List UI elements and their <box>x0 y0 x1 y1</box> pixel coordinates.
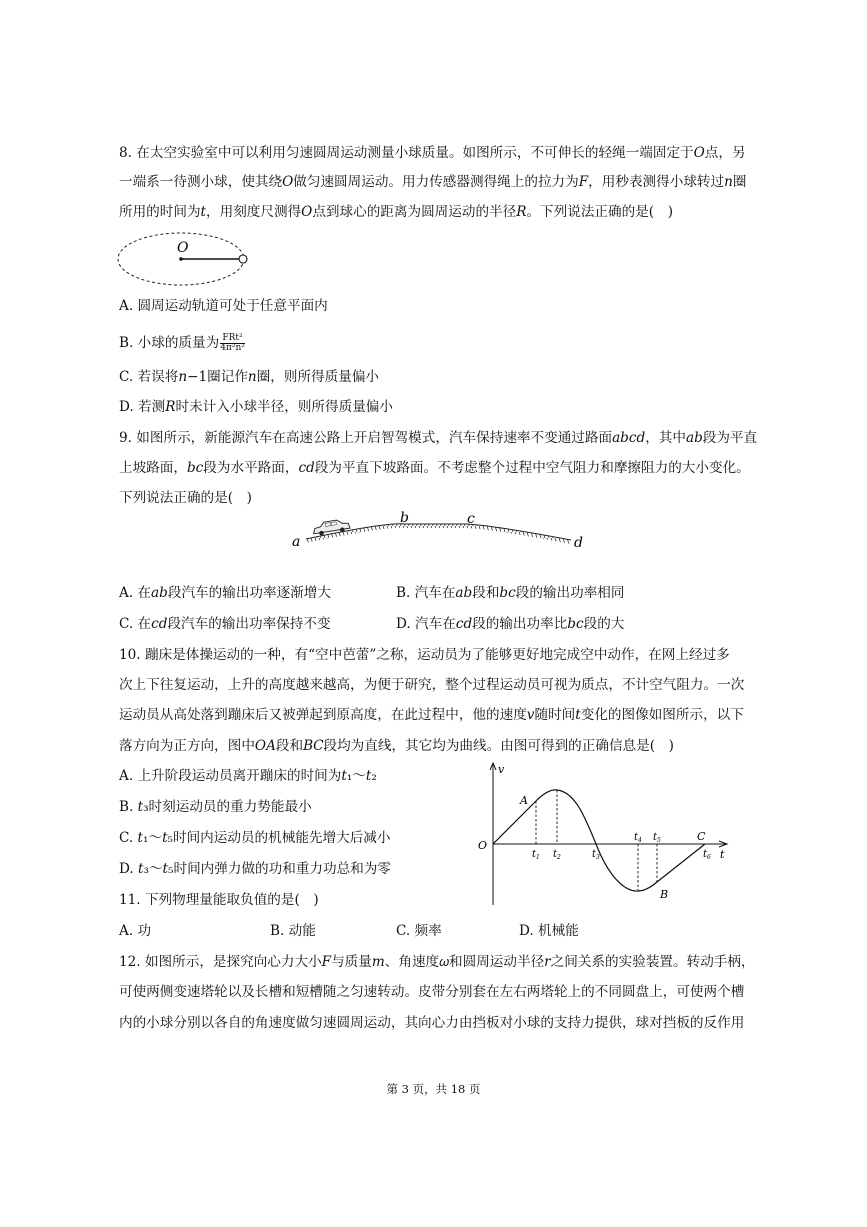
q8-circular-motion-figure <box>116 232 256 290</box>
fraction-numerator: FRt² <box>220 334 245 344</box>
q9-option-D: D. 汽车在𝑐𝑑段的输出功率比𝑏𝑐段的大 <box>396 616 625 632</box>
q10-line-1: 10. 蹦床是体操运动的一种，有“空中芭蕾”之称，运动员为了能够更好地完成空中动作，在网上经过多 <box>119 647 730 663</box>
q10-option-C: C. 𝑡₁～𝑡₅时间内运动员的机械能先增大后减小 <box>119 830 391 846</box>
tick-t1: $t_1$ <box>532 849 540 861</box>
graph-axis-v-label: v <box>498 763 505 776</box>
q11-option-C: C. 频率 <box>396 923 442 939</box>
q11-option-D: D. 机械能 <box>519 923 579 939</box>
tick-t5: $t_5$ <box>653 832 661 844</box>
q10-option-D: D. 𝑡₃～𝑡₅时间内弹力做的功和重力功总和为零 <box>119 861 391 877</box>
q9-label-d: d <box>574 535 583 551</box>
q12-line-3: 内的小球分别以各自的角速度做匀速圆周运动，其向心力由挡板对小球的支持力提供，球对挡板的反作用 <box>119 1015 745 1031</box>
q8-line-1: 8. 在太空实验室中可以利用匀速圆周运动测量小球质量。如图所示，不可伸长的轻绳一端固定于𝑂点，另 <box>119 145 746 161</box>
q9-road-figure <box>286 508 596 560</box>
page-footer: 第 3 页，共 18 页 <box>386 1082 481 1096</box>
q11-option-B: B. 动能 <box>270 923 316 939</box>
q9-option-B: B. 汽车在𝑎𝑏段和𝑏𝑐段的输出功率相同 <box>396 585 625 601</box>
tick-t6: $t_6$ <box>703 849 711 861</box>
tick-t3: $t_3$ <box>592 849 600 861</box>
q10-line-4: 落方向为正方向，图中𝑂𝐴段和𝐵𝐶段均为直线，其它均为曲线。由图可得到的正确信息是( ) <box>119 738 674 754</box>
tick-t4: $t_4$ <box>634 832 642 844</box>
tick-t2: $t_2$ <box>553 849 561 861</box>
q8-line-2: 一端系一待测小球，使其绕𝑂做匀速圆周运动。用力传感器测得绳上的拉力为𝐹，用秒表测得小球转过𝑛圈 <box>119 174 747 190</box>
fraction-denominator: 4π²n² <box>220 343 245 353</box>
q10-option-B: B. 𝑡₃时刻运动员的重力势能最小 <box>119 799 312 815</box>
graph-point-C: C <box>697 830 706 843</box>
q9-label-a: a <box>292 534 301 550</box>
q10-option-A: A. 上升阶段运动员离开蹦床的时间为𝑡₁～𝑡₂ <box>119 768 377 784</box>
q11-option-A: A. 功 <box>119 923 152 939</box>
q9-label-c: c <box>467 511 475 527</box>
q8-label-O: O <box>177 240 189 256</box>
q12-line-2: 可使两侧变速塔轮以及长槽和短槽随之匀速转动。皮带分别套在左右两塔轮上的不同圆盘上，可使两个槽 <box>119 984 745 1000</box>
graph-point-B: B <box>660 888 669 901</box>
graph-origin-label: O <box>478 839 488 852</box>
q11-line: 11. 下列物理量能取负值的是( ) <box>119 892 319 908</box>
q10-line-3: 运动员从高处落到蹦床后又被弹起到原高度，在此过程中，他的速度𝑣随时间𝑡变化的图像如图所示，以下 <box>119 707 744 723</box>
q8-line-3: 所用的时间为𝑡，用刻度尺测得𝑂点到球心的距离为圆周运动的半径𝑅。下列说法正确的是( ) <box>119 204 674 220</box>
q12-line-1: 12. 如图所示，是探究向心力大小𝐹与质量𝑚、角速度𝜔和圆周运动半径𝑟之间关系的实验装置。转动手柄， <box>119 954 755 970</box>
q9-label-b: b <box>400 510 409 526</box>
q9-line-3: 下列说法正确的是( ) <box>119 490 252 506</box>
q8-option-C: C. 若误将𝑛−1圈记作𝑛圈，则所得质量偏小 <box>119 369 380 385</box>
q9-line-1: 9. 如图所示，新能源汽车在高速公路上开启智驾模式，汽车保持速率不变通过路面𝑎𝑏𝑐𝑑，其中𝑎𝑏段为平直 <box>119 430 758 446</box>
q8-option-A: A. 圆周运动轨道可处于任意平面内 <box>119 298 328 314</box>
q8-mass-fraction <box>220 334 245 353</box>
q9-option-A: A. 在𝑎𝑏段汽车的输出功率逐渐增大 <box>119 585 331 601</box>
q10-line-2: 次上下往复运动，上升的高度越来越高，为便于研究，整个过程运动员可视为质点，不计空气阻力。一次 <box>119 677 745 693</box>
q8-option-D: D. 若测𝑅时未计入小球半径，则所得质量偏小 <box>119 399 393 415</box>
graph-point-A: A <box>520 794 528 807</box>
graph-axis-t-label: t <box>720 848 725 861</box>
q9-line-2: 上坡路面，𝑏𝑐段为水平路面，𝑐𝑑段为平直下坡路面。不考虑整个过程中空气阻力和摩擦阻力的大小变化。 <box>119 460 750 476</box>
q8-option-B <box>119 334 245 353</box>
q10-vt-graph <box>476 760 736 910</box>
q9-option-C: C. 在𝑐𝑑段汽车的输出功率保持不变 <box>119 616 331 632</box>
q8-option-B-prefix: B. 小球的质量为 <box>119 335 220 351</box>
